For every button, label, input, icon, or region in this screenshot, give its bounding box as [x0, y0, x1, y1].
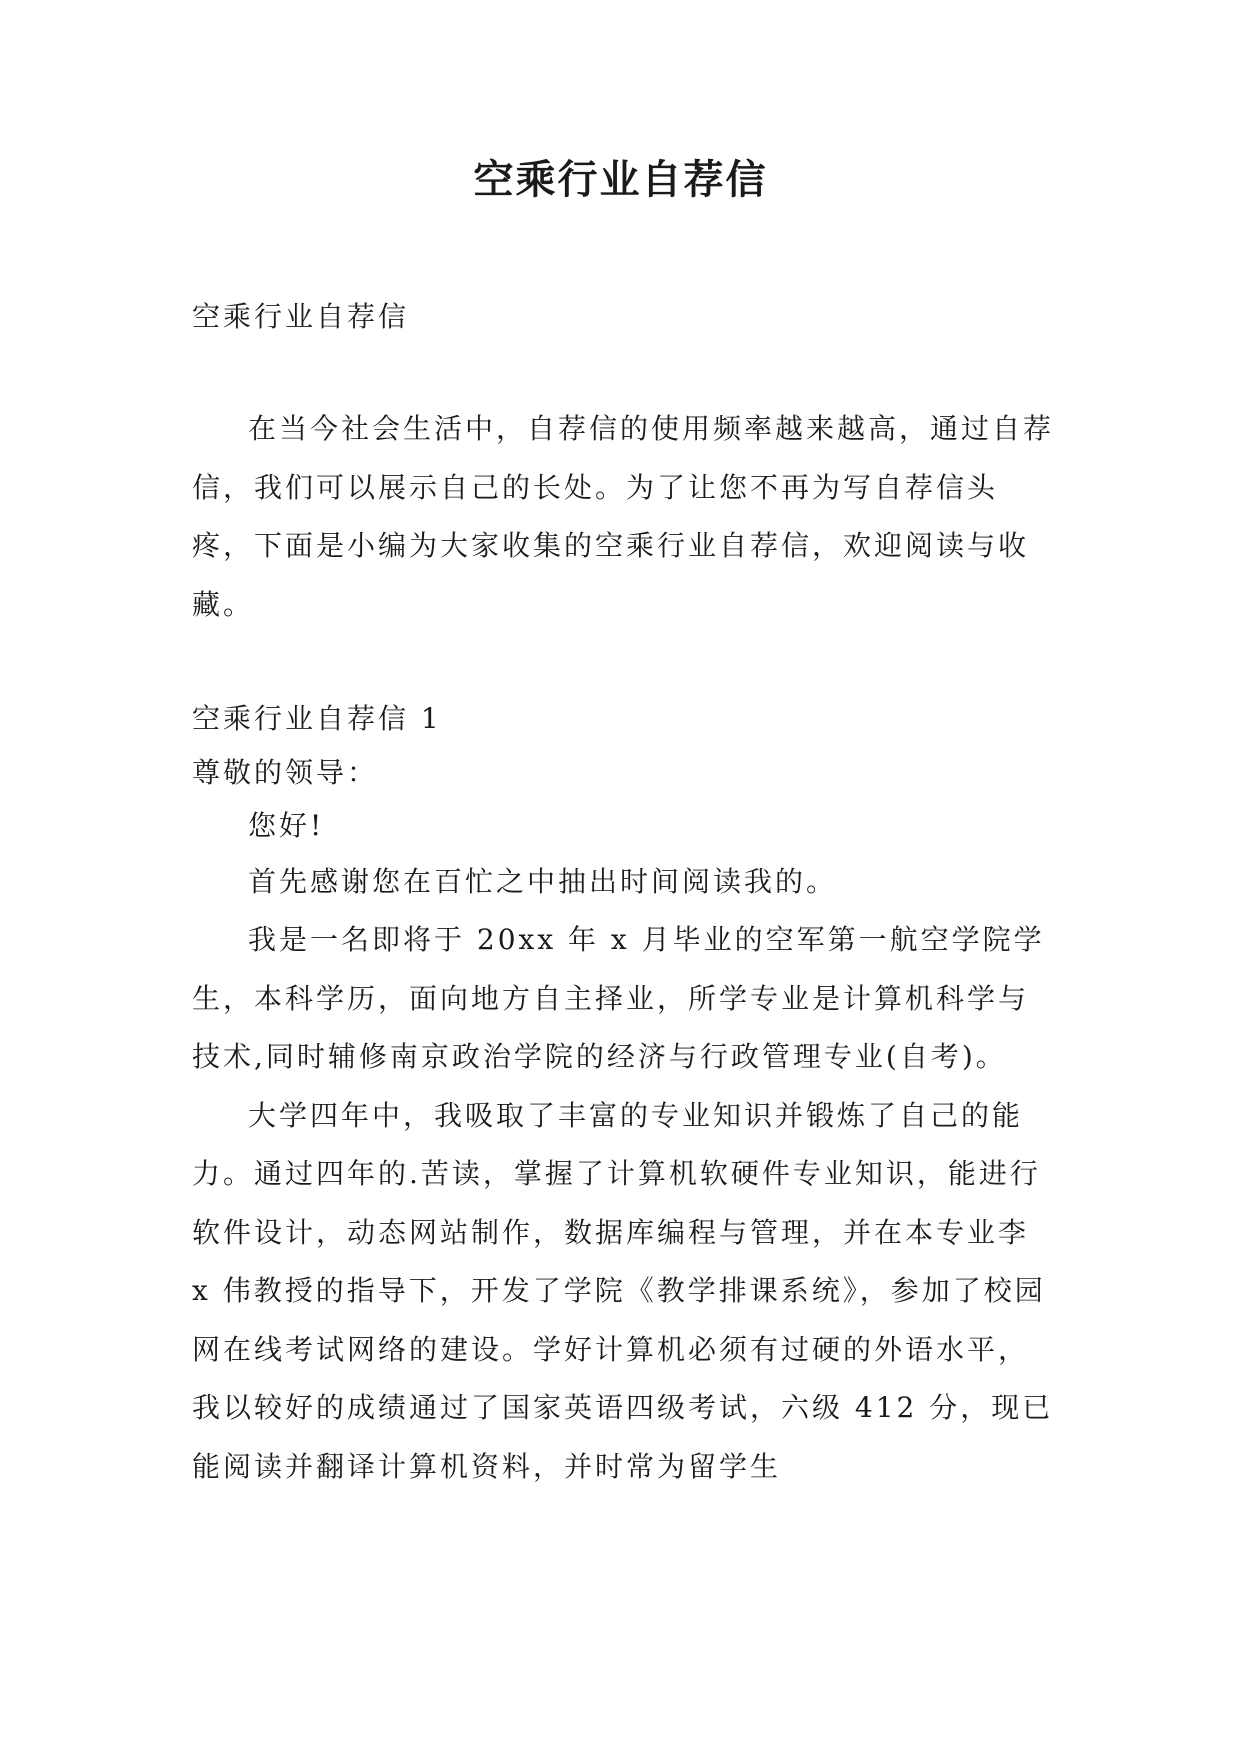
intro-text: 在当今社会生活中，自荐信的使用频率越来越高，通过自荐信，我们可以展示自己的长处。为了让您不再为写自荐信头疼，下面是小编为大家收集的空乘行业自荐信，欢迎阅读与收藏。 — [192, 412, 1055, 621]
salutation: 尊敬的领导： — [192, 755, 379, 789]
letter-paragraph: 大学四年中，我吸取了丰富的专业知识并锻炼了自己的能力。通过四年的.苦读，掌握了计算机软硬件专业知识，能进行软件设计，动态网站制作，数据库编程与管理，并在本专业李 x 伟教授的指导下，开发了学院《教学排课系统》，参加了校园网在线考试网络的建设。学好计算机必须有过硬的外语水平，我以较好的成绩通过了国家英语四级考试，六级 412 分，现已能阅读并翻译计算机资料，并时常为留学生 — [192, 1098, 1054, 1483]
document-title: 空乘行业自荐信 — [473, 157, 768, 203]
letter-body — [192, 692, 1056, 1496]
subtitle-text: 空乘行业自荐信 — [192, 300, 410, 333]
letter-paragraph: 首先感谢您在百忙之中抽出时间阅读我的。 — [248, 864, 838, 898]
letter-paragraph: 我是一名即将于 20xx 年 x 月毕业的空军第一航空学院学生，本科学历，面向地方自主择业，所学专业是计算机科学与技术,同时辅修南京政治学院的经济与行政管理专业(自考)。 — [192, 923, 1045, 1073]
intro-paragraph — [192, 400, 1056, 634]
letter-heading: 空乘行业自荐信 1 — [192, 702, 442, 735]
document-subtitle — [192, 288, 1056, 347]
greeting: 您好! — [248, 809, 325, 842]
